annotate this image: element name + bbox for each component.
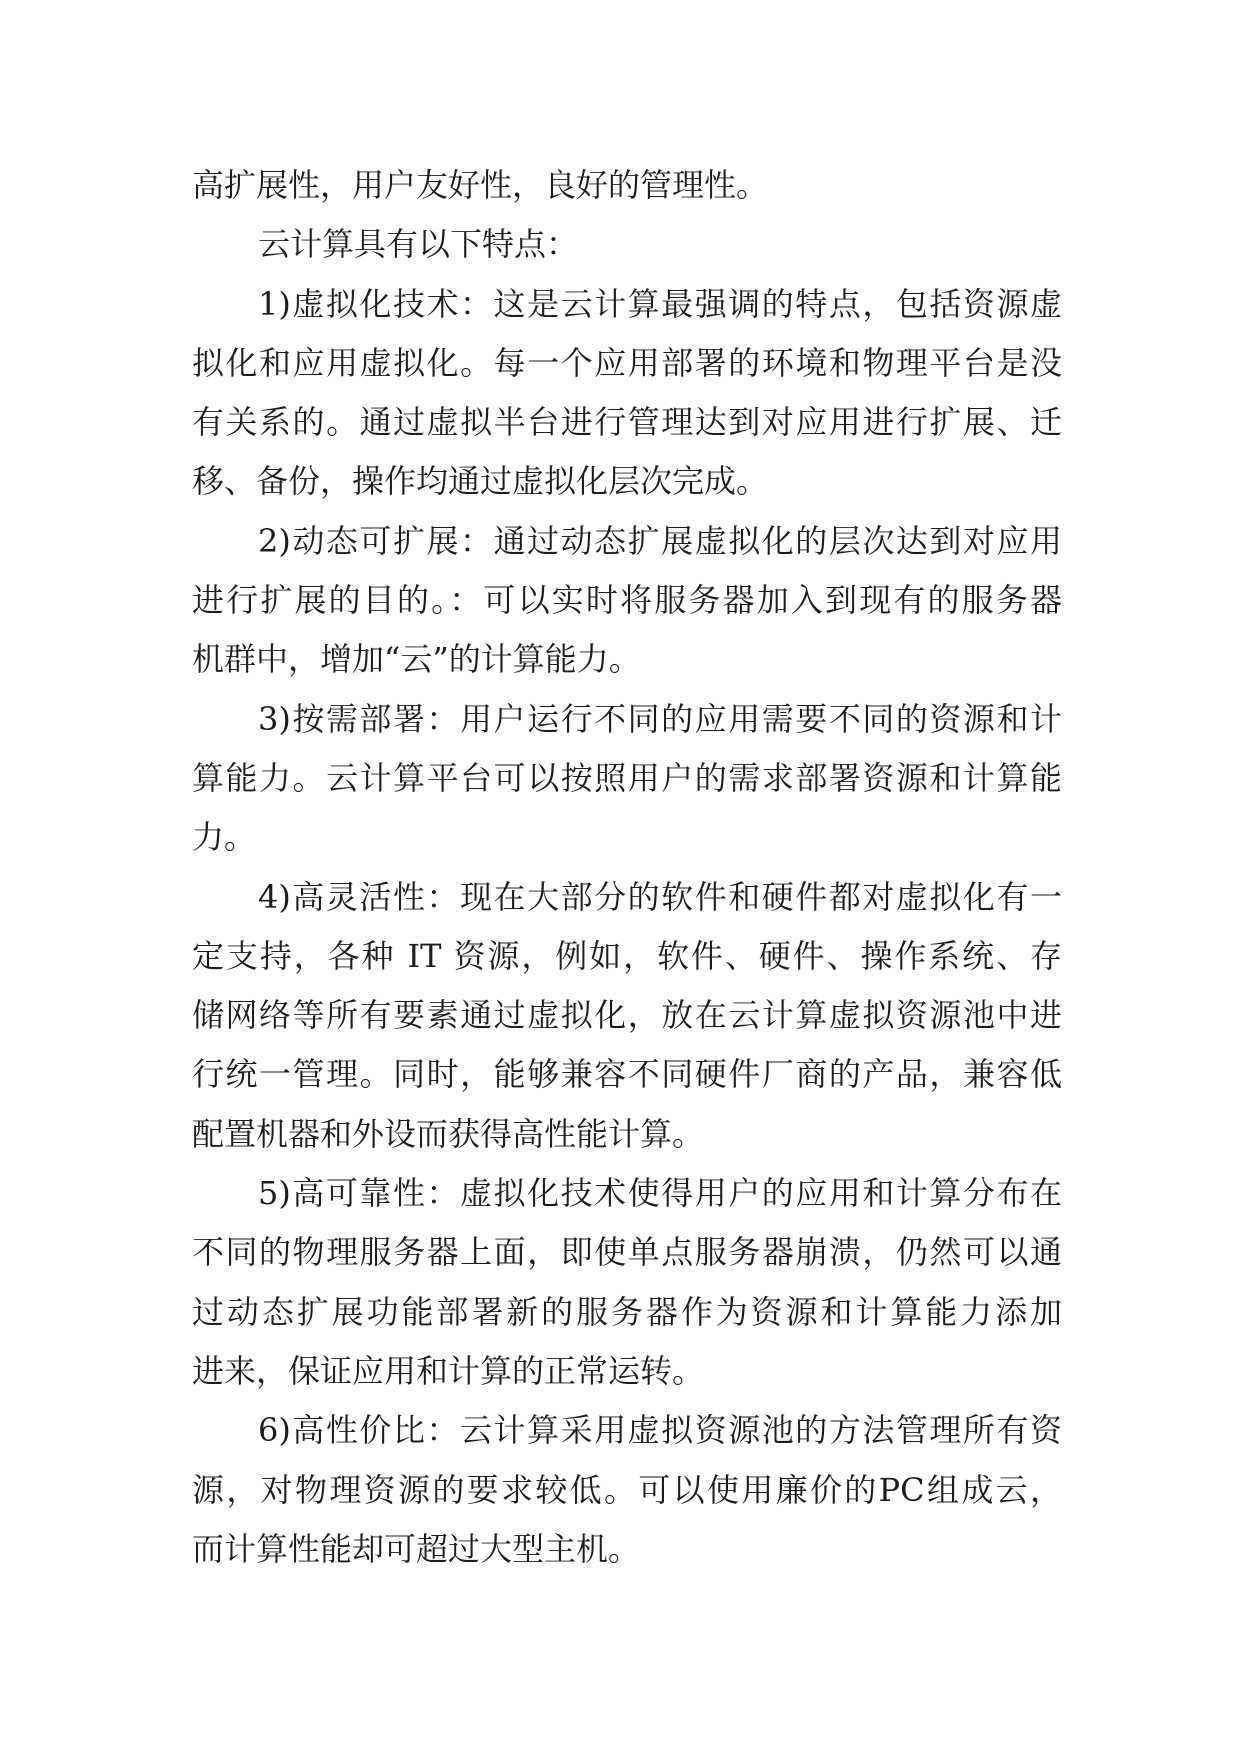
paragraph xyxy=(192,275,1062,512)
text-line: 拟化和应用虚拟化。每一个应用部署的环境和物理平台是没 xyxy=(192,343,1062,382)
text-line: 不同的物理服务器上面，即使单点服务器崩溃，仍然可以通 xyxy=(192,1233,1062,1272)
text-line: 源，对物理资源的要求较低。可以使用廉价的PC组成云， xyxy=(192,1470,1062,1509)
text-line: 定支持，各种 IT 资源，例如，软件、硬件、操作系统、存 xyxy=(192,936,1062,975)
paragraph xyxy=(192,215,1062,274)
text-line: 进来，保证应用和计算的正常运转。 xyxy=(192,1351,705,1390)
text-line: 4)高灵活性：现在大部分的软件和硬件都对虚拟化有一 xyxy=(258,877,1062,916)
text-line: 配置机器和外设而获得高性能计算。 xyxy=(192,1114,705,1153)
text-line: 云计算具有以下特点： xyxy=(258,225,579,264)
text-line: 5)高可靠性：虚拟化技术使得用户的应用和计算分布在 xyxy=(258,1174,1062,1213)
text-line: 高扩展性，用户友好性，良好的管理性。 xyxy=(192,166,769,204)
paragraph xyxy=(192,156,1062,215)
paragraph xyxy=(192,1164,1062,1401)
text-line: 1)虚拟化技术：这是云计算最强调的特点，包括资源虚 xyxy=(258,284,1062,323)
text-line: 机群中，增加“云”的计算能力。 xyxy=(192,640,641,679)
paragraph xyxy=(192,868,1062,1164)
text-line: 2)动态可扩展：通过动态扩展虚拟化的层次达到对应用 xyxy=(258,521,1062,560)
text-line: 力。 xyxy=(192,818,257,857)
text-line: 3)按需部署：用户运行不同的应用需要不同的资源和计 xyxy=(258,699,1062,738)
text-line: 行统一管理。同时，能够兼容不同硬件厂商的产品，兼容低 xyxy=(192,1055,1062,1094)
text-line: 移、备份，操作均通过虚拟化层次完成。 xyxy=(192,462,769,501)
text-line: 而计算性能却可超过大型主机。 xyxy=(192,1529,641,1568)
text-line: 算能力。云计算平台可以按照用户的需求部署资源和计算能 xyxy=(192,758,1062,797)
document-body xyxy=(192,156,1062,1579)
text-line: 有关系的。通过虚拟半台进行管理达到对应用进行扩展、迁 xyxy=(192,403,1062,442)
text-line: 进行扩展的目的。：可以实时将服务器加入到现有的服务器 xyxy=(192,581,1062,620)
text-line: 过动态扩展功能部署新的服务器作为资源和计算能力添加 xyxy=(192,1292,1062,1331)
text-line: 6)高性价比：云计算采用虚拟资源池的方法管理所有资 xyxy=(258,1411,1062,1450)
paragraph xyxy=(192,1401,1062,1579)
paragraph xyxy=(192,512,1062,690)
text-line: 储网络等所有要素通过虚拟化，放在云计算虚拟资源池中进 xyxy=(192,996,1062,1035)
paragraph xyxy=(192,690,1062,868)
